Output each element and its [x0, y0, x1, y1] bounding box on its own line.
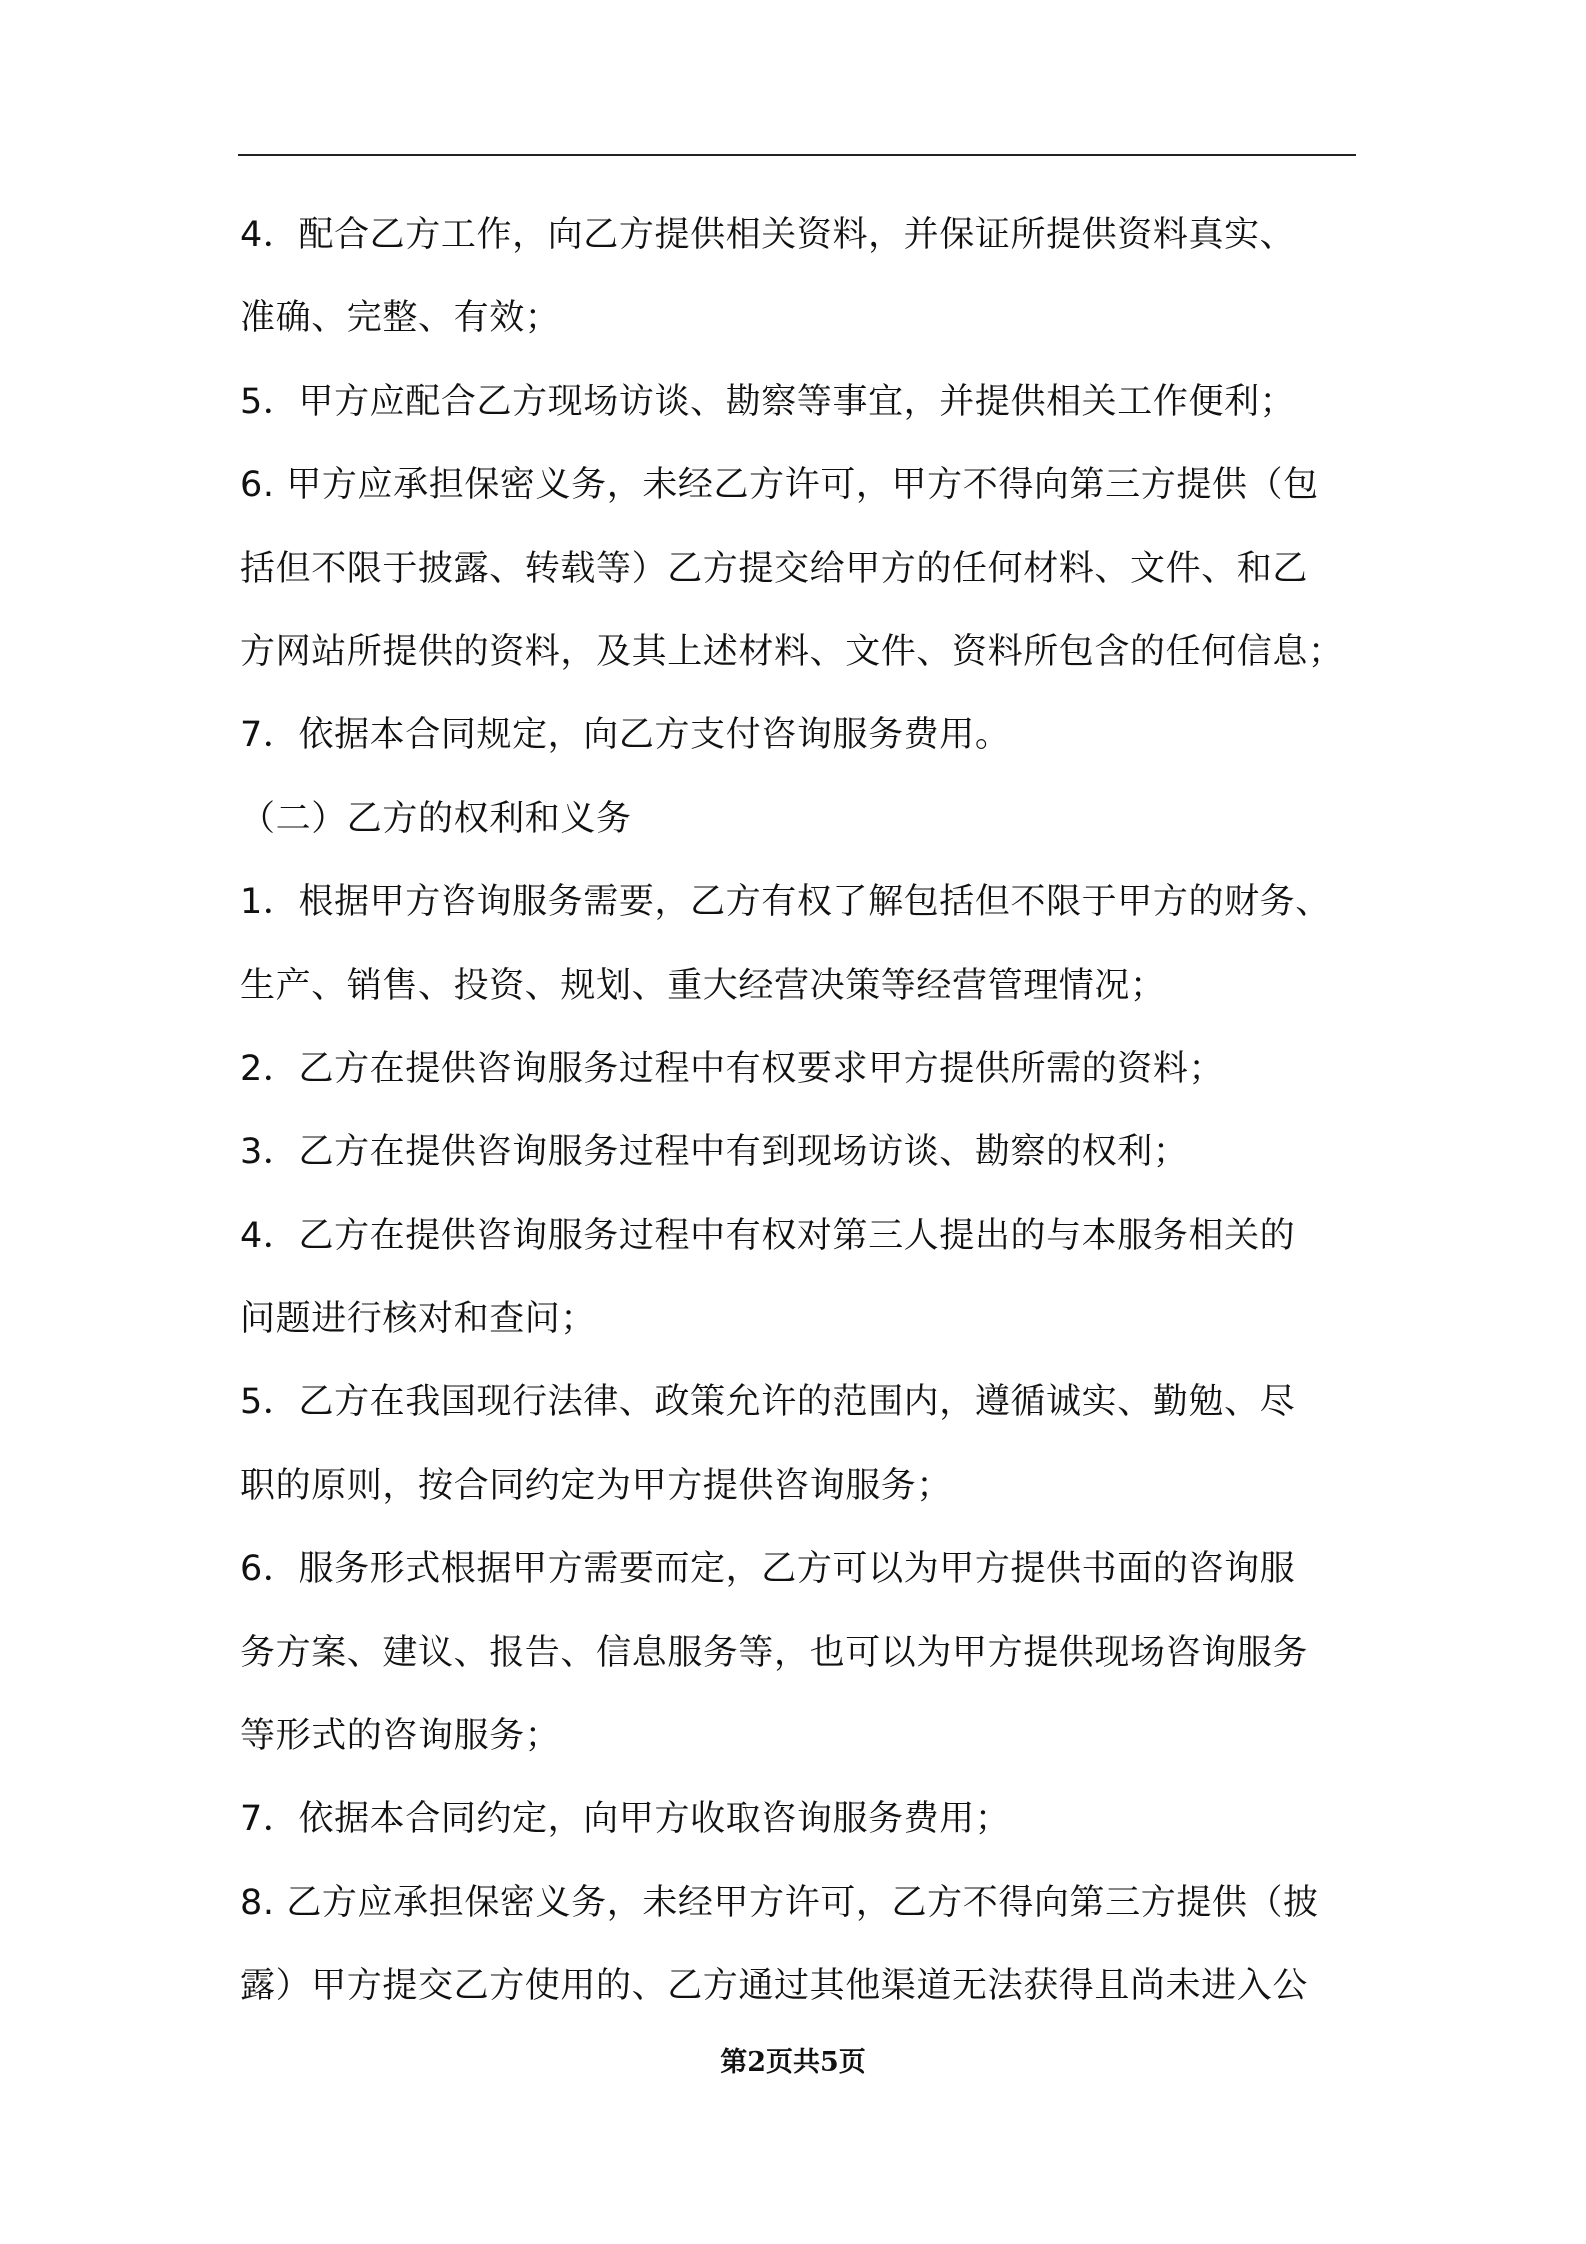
text-line: 准确、完整、有效； [240, 298, 561, 339]
text-line: 1．根据甲方咨询服务需要，乙方有权了解包括但不限于甲方的财务、 [240, 882, 1331, 923]
text-line: 8. 乙方应承担保密义务，未经甲方许可，乙方不得向第三方提供（披 [240, 1882, 1319, 1923]
text-line: 2．乙方在提供咨询服务过程中有权要求甲方提供所需的资料； [240, 1048, 1225, 1089]
text-line: 5．甲方应配合乙方现场访谈、勘察等事宜，并提供相关工作便利； [240, 381, 1296, 422]
text-line: 等形式的咨询服务； [240, 1716, 561, 1757]
header-rule [238, 154, 1356, 156]
text-line: 7．依据本合同约定，向甲方收取咨询服务费用； [240, 1799, 1011, 1840]
text-line: 职的原则，按合同约定为甲方提供咨询服务； [240, 1465, 953, 1506]
text-line: 5．乙方在我国现行法律、政策允许的范围内，遵循诚实、勤勉、尽 [240, 1382, 1296, 1423]
page-number: 第2页共5页 [720, 2047, 866, 2078]
text-line: 生产、销售、投资、规划、重大经营决策等经营管理情况； [240, 965, 1166, 1006]
text-line: 4．乙方在提供咨询服务过程中有权对第三人提出的与本服务相关的 [240, 1215, 1296, 1256]
section-heading: （二）乙方的权利和义务 [240, 798, 632, 839]
text-line: 4．配合乙方工作，向乙方提供相关资料，并保证所提供资料真实、 [240, 215, 1296, 255]
text-line: 务方案、建议、报告、信息服务等，也可以为甲方提供现场咨询服务 [240, 1632, 1309, 1673]
text-line: 7．依据本合同规定，向乙方支付咨询服务费用。 [240, 715, 1011, 756]
text-line: 露）甲方提交乙方使用的、乙方通过其他渠道无法获得且尚未进入公 [240, 1966, 1309, 2007]
text-line: 方网站所提供的资料，及其上述材料、文件、资料所包含的任何信息； [240, 631, 1344, 672]
text-line: 括但不限于披露、转载等）乙方提交给甲方的任何材料、文件、和乙 [240, 548, 1309, 589]
text-line: 3．乙方在提供咨询服务过程中有到现场访谈、勘察的权利； [240, 1132, 1189, 1173]
text-line: 6. 甲方应承担保密义务，未经乙方许可，甲方不得向第三方提供（包 [240, 465, 1319, 506]
contract-body [240, 194, 1360, 2029]
text-line: 问题进行核对和查问； [240, 1299, 597, 1340]
text-line: 6．服务形式根据甲方需要而定，乙方可以为甲方提供书面的咨询服 [240, 1549, 1296, 1590]
